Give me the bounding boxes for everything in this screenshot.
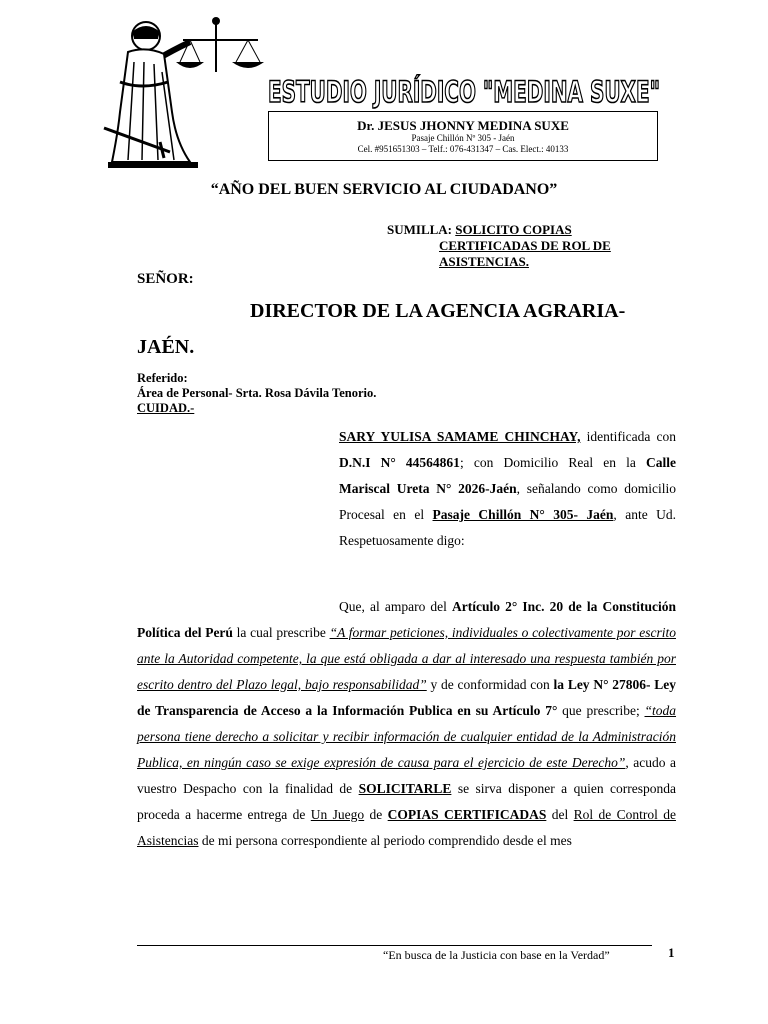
lawyer-info-box bbox=[268, 111, 658, 161]
para2-text-5: , acudo a vuestro Despacho con la finalidad de bbox=[137, 755, 676, 796]
reference-area: Área de Personal- Srta. Rosa Dávila Tenorio. bbox=[137, 386, 377, 400]
para2-text-2: la cual prescribe bbox=[232, 625, 330, 640]
year-motto: “AÑO DEL BUEN SERVICIO AL CIUDADANO” bbox=[210, 181, 558, 198]
salutation: SEÑOR: bbox=[137, 271, 194, 287]
reference-label: Referido: bbox=[137, 371, 188, 385]
para2-text-1: Que, al amparo del bbox=[339, 599, 453, 614]
certified-copies: COPIAS CERTIFICADAS bbox=[387, 807, 547, 822]
sumilla-label: SUMILLA: bbox=[387, 222, 456, 237]
law-quote: “toda persona tiene derecho a solicitar y recibir información de cualquier entidad de la Administración Publica, en ningún caso se exige expresión de causa para el ejercicio de este Derecho” bbox=[137, 703, 677, 770]
para2-text-4: que prescribe; bbox=[557, 703, 645, 718]
firm-title bbox=[266, 70, 662, 110]
para2-text-7: de bbox=[364, 807, 388, 822]
addressee-line-1: DIRECTOR DE LA AGENCIA AGRARIA- bbox=[250, 300, 626, 322]
petitioner-paragraph bbox=[339, 424, 676, 554]
footer-divider bbox=[137, 945, 652, 946]
para2-text-9: de mi persona correspondiente al periodo comprendido desde el mes bbox=[198, 833, 572, 848]
un-juego: Un Juego bbox=[310, 807, 365, 822]
transparency-law: la Ley N° 27806- Ley de Transparencia de Acceso a la Información Publica en su Artículo 7° bbox=[137, 677, 677, 718]
sumilla-line-1: SOLICITO COPIAS bbox=[455, 222, 572, 237]
request-paragraph bbox=[137, 594, 676, 854]
reference-city: CUIDAD.- bbox=[137, 401, 195, 415]
para2-text-8: del bbox=[546, 807, 574, 822]
reference-block bbox=[137, 371, 376, 416]
petitioner-name: SARY YULISA SAMAME CHINCHAY, bbox=[339, 429, 581, 444]
solicitarle-keyword: SOLICITARLE bbox=[358, 781, 452, 796]
addressee-line-2: JAÉN. bbox=[137, 336, 195, 358]
para2-text-3: y de conformidad con bbox=[426, 677, 554, 692]
petitioner-dni: D.N.I N° 44564861 bbox=[339, 455, 460, 470]
sumilla-line-2: CERTIFICADAS DE ROL DE bbox=[439, 238, 611, 253]
petitioner-street: Calle Mariscal Ureta N° 2026-Jaén bbox=[339, 455, 676, 496]
para2-text-6: se sirva disponer a quien corresponda proceda a hacerme entrega de bbox=[137, 781, 676, 822]
lawyer-contact: Cel. #951651303 – Telf.: 076-431347 – Cas. Elect.: 40133 bbox=[357, 144, 569, 154]
constitution-article: Artículo 2° Inc. 20 de la Constitución Política del Perú bbox=[137, 599, 676, 640]
para1-text-3: , señalando como domicilio Procesal en el bbox=[339, 481, 677, 522]
constitution-quote: “A formar peticiones, individuales o colectivamente por escrito ante la Autoridad competente, la que está obligada a dar al interesado una respuesta también por escrito dentro del Plazo legal, bajo responsabilidad” bbox=[137, 625, 676, 692]
procedural-address: Pasaje Chillón N° 305- Jaén bbox=[432, 507, 614, 522]
sumilla bbox=[387, 222, 611, 270]
footer-motto: “En busca de la Justicia con base en la Verdad” bbox=[383, 948, 610, 962]
sumilla-line-3: ASISTENCIAS. bbox=[439, 254, 529, 269]
para1-text-1: identificada con bbox=[580, 429, 676, 444]
lawyer-name: Dr. JESUS JHONNY MEDINA SUXE bbox=[357, 118, 569, 133]
para1-text-2: ; con Domicilio Real en la bbox=[459, 455, 646, 470]
firm-title-text: ESTUDIO JURÍDICO "MEDINA SUXE" bbox=[268, 75, 660, 109]
para1-text-4: , ante Ud. Respetuosamente digo: bbox=[339, 507, 677, 548]
attendance-roll: Rol de Control de Asistencias bbox=[137, 807, 676, 848]
lawyer-address: Pasaje Chillón Nº 305 - Jaén bbox=[411, 133, 515, 143]
lady-justice-logo bbox=[98, 12, 268, 172]
page-number: 1 bbox=[668, 945, 675, 960]
